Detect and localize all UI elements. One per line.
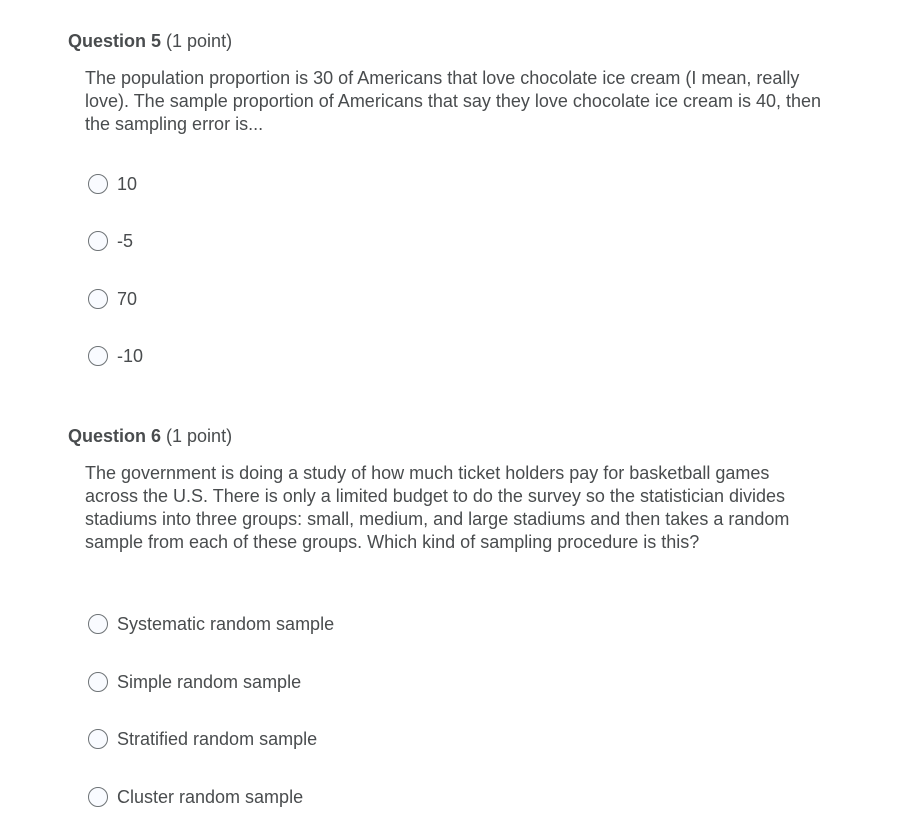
answer-option-70[interactable] xyxy=(88,287,137,311)
option-label: Simple random sample xyxy=(117,672,302,692)
option-label: -5 xyxy=(117,231,134,251)
question-text: The government is doing a study of how much ticket holders pay for basketball games across the U.S. There is only a limited budget to do the survey so the statistician divides stadiums into three groups: small, medium, and large stadiums and then takes a random sample from each of these groups. Which kind of sampling procedure is this? xyxy=(85,463,790,552)
radio-button[interactable] xyxy=(88,231,108,251)
question-number: Question 6 xyxy=(68,426,162,446)
answer-option-10[interactable] xyxy=(88,172,137,196)
answer-option-neg-5[interactable] xyxy=(88,229,133,253)
radio-button[interactable] xyxy=(88,787,108,807)
answer-option-systematic[interactable] xyxy=(88,612,334,636)
option-label: Cluster random sample xyxy=(117,787,304,807)
answer-option-stratified[interactable] xyxy=(88,727,317,751)
question-points: (1 point) xyxy=(166,426,233,446)
option-label: Stratified random sample xyxy=(117,729,318,749)
radio-button[interactable] xyxy=(88,729,108,749)
question-header xyxy=(68,424,232,448)
radio-button[interactable] xyxy=(88,672,108,692)
radio-button[interactable] xyxy=(88,346,108,366)
radio-button[interactable] xyxy=(88,614,108,634)
question-header xyxy=(68,29,232,53)
option-label: -10 xyxy=(117,346,144,366)
answer-option-simple[interactable] xyxy=(88,670,301,694)
radio-button[interactable] xyxy=(88,289,108,309)
option-label: 10 xyxy=(117,174,138,194)
answer-option-cluster[interactable] xyxy=(88,785,303,809)
question-number: Question 5 xyxy=(68,31,162,51)
answer-option-neg-10[interactable] xyxy=(88,344,143,368)
option-label: 70 xyxy=(117,289,138,309)
radio-button[interactable] xyxy=(88,174,108,194)
question-text: The population proportion is 30 of Americans that love chocolate ice cream (I mean, really love). The sample proportion of Americans that say they love chocolate ice cream is 40, then the sampling error is... xyxy=(85,68,822,134)
question-points: (1 point) xyxy=(166,31,233,51)
option-label: Systematic random sample xyxy=(117,614,335,634)
